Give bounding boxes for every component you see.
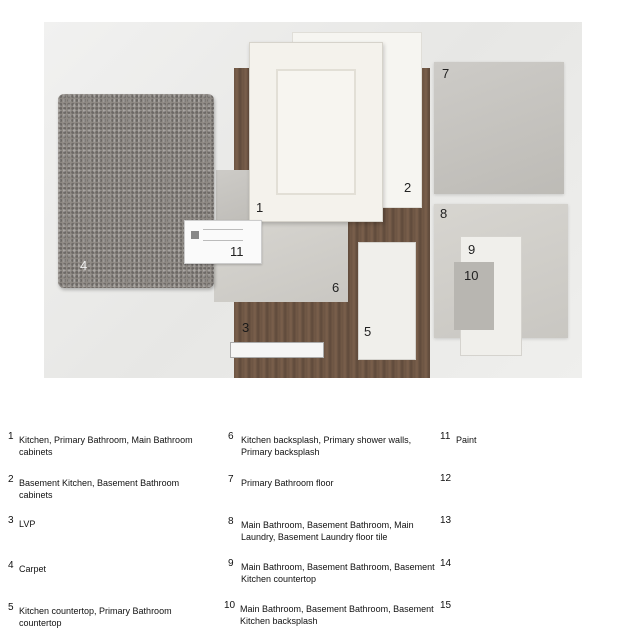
swatch-paint-card <box>184 220 262 264</box>
swatch-number-10: 10 <box>464 268 479 283</box>
sample-board-photo <box>44 22 582 378</box>
swatch-number-7: 7 <box>442 66 450 81</box>
paint-chip <box>191 231 199 239</box>
swatch-number-11: 11 <box>230 244 244 259</box>
swatch-number-9: 9 <box>468 242 476 257</box>
swatch-number-6: 6 <box>332 280 340 295</box>
paint-card-text-lines <box>203 229 243 241</box>
swatch-number-4: 4 <box>80 258 88 273</box>
swatch-number-2: 2 <box>404 180 412 195</box>
swatch-primary-floor-tile <box>434 62 564 194</box>
door-inset-panel <box>276 69 356 195</box>
swatch-kitchen-countertop <box>358 242 416 360</box>
lvp-product-label <box>230 342 324 358</box>
swatch-number-1: 1 <box>256 200 264 215</box>
swatch-main-cabinet-door <box>249 42 383 222</box>
swatch-number-3: 3 <box>242 320 250 335</box>
swatch-number-5: 5 <box>364 324 372 339</box>
swatch-number-8: 8 <box>440 206 448 221</box>
